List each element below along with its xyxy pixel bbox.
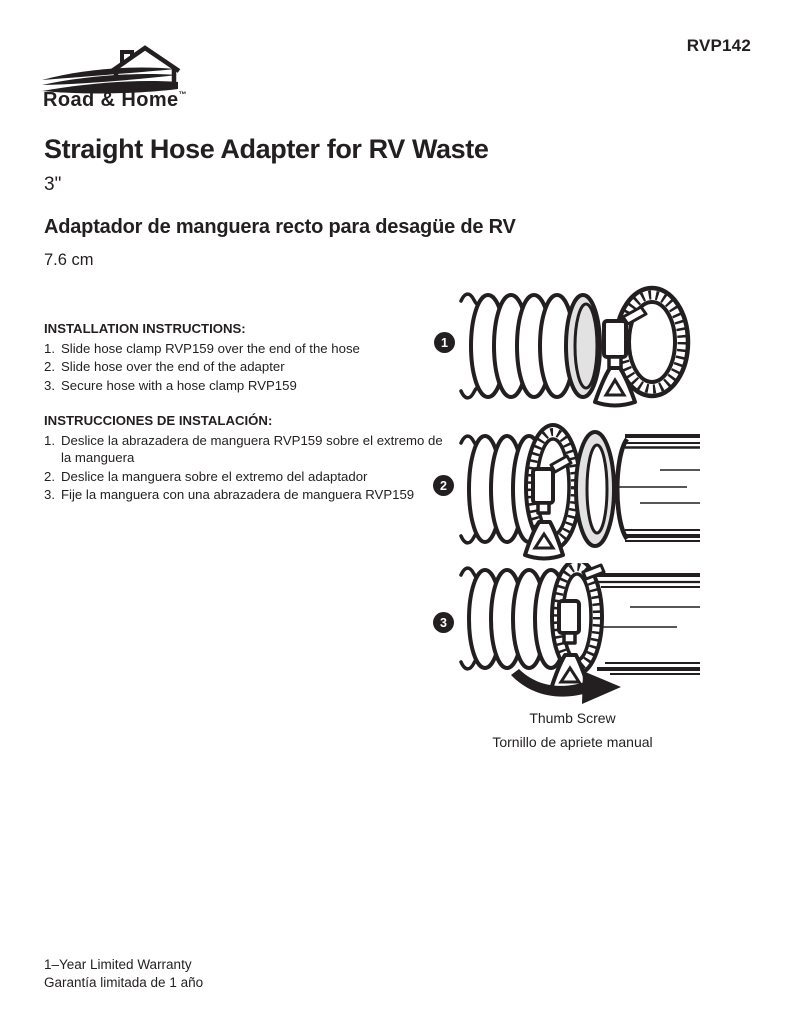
- logo-wordmark: Road & Home: [43, 89, 179, 110]
- product-title-es: Adaptador de manguera recto para desagüe de RV: [44, 216, 516, 238]
- item-text: Slide hose over the end of the adapter: [61, 359, 285, 374]
- adapter-tube-illustration: [615, 436, 700, 541]
- installation-instructions-es: [44, 412, 448, 504]
- logo-text: [43, 89, 187, 110]
- product-size-en: 3": [44, 174, 62, 195]
- hose-clamp-illustration: [551, 563, 604, 693]
- warranty-footer: [44, 956, 203, 991]
- instruction-item: [44, 486, 448, 504]
- instruction-item: [44, 468, 448, 486]
- item-number: 3.: [44, 487, 55, 502]
- item-text: Slide hose clamp RVP159 over the end of the hose: [61, 340, 360, 356]
- thumb-screw-label-en: Thumb Screw: [529, 710, 616, 726]
- step-badge-1: 1: [434, 332, 455, 353]
- instructions-heading-en: INSTALLATION INSTRUCTIONS:: [44, 321, 246, 336]
- item-text: Secure hose with a hose clamp RVP159: [61, 377, 297, 393]
- item-text: Fije la manguera con una abrazadera de manguera RVP159: [61, 487, 415, 502]
- diagram-step-1: [455, 285, 700, 411]
- clamp-screw-housing: [533, 469, 553, 503]
- diagram-step-3: [455, 563, 705, 710]
- thumb-screw-label-es: Tornillo de apriete manual: [492, 734, 653, 750]
- part-number: RVP142: [686, 36, 751, 55]
- product-size-es: 7.6 cm: [44, 251, 94, 269]
- product-title-en: Straight Hose Adapter for RV Waste: [44, 134, 489, 164]
- item-number: 1.: [44, 432, 55, 448]
- item-number: 2.: [44, 468, 55, 484]
- instruction-item: [44, 340, 448, 358]
- warranty-text-en: 1–Year Limited Warranty: [44, 957, 192, 972]
- item-text: Deslice la manguera sobre el extremo del adaptador: [61, 468, 368, 484]
- clamp-screw-housing: [559, 601, 579, 633]
- item-number: 1.: [44, 340, 55, 356]
- hose-end-cuff: [576, 432, 614, 546]
- logo-trademark: ™: [178, 90, 187, 99]
- item-number: 3.: [44, 377, 55, 393]
- item-text: Deslice la abrazadera de manguera RVP159 sobre el extremo de la manguera: [61, 432, 443, 465]
- instruction-item: [44, 377, 448, 395]
- warranty-text-es: Garantía limitada de 1 año: [44, 974, 204, 990]
- clamp-screw-housing: [604, 321, 626, 357]
- instruction-item: [44, 358, 448, 376]
- instruction-item: [44, 432, 448, 467]
- diagram-step-2: [455, 423, 705, 568]
- hose-clamp-illustration: [595, 288, 688, 406]
- hose-illustration: [461, 294, 600, 398]
- instructions-heading-es: INSTRUCCIONES DE INSTALACIÓN:: [44, 413, 273, 428]
- step-badge-2: 2: [433, 475, 454, 496]
- installation-instructions-en: [44, 320, 448, 394]
- item-number: 2.: [44, 359, 55, 374]
- step-badge-3: 3: [433, 612, 454, 633]
- road-and-home-logo: [42, 44, 204, 110]
